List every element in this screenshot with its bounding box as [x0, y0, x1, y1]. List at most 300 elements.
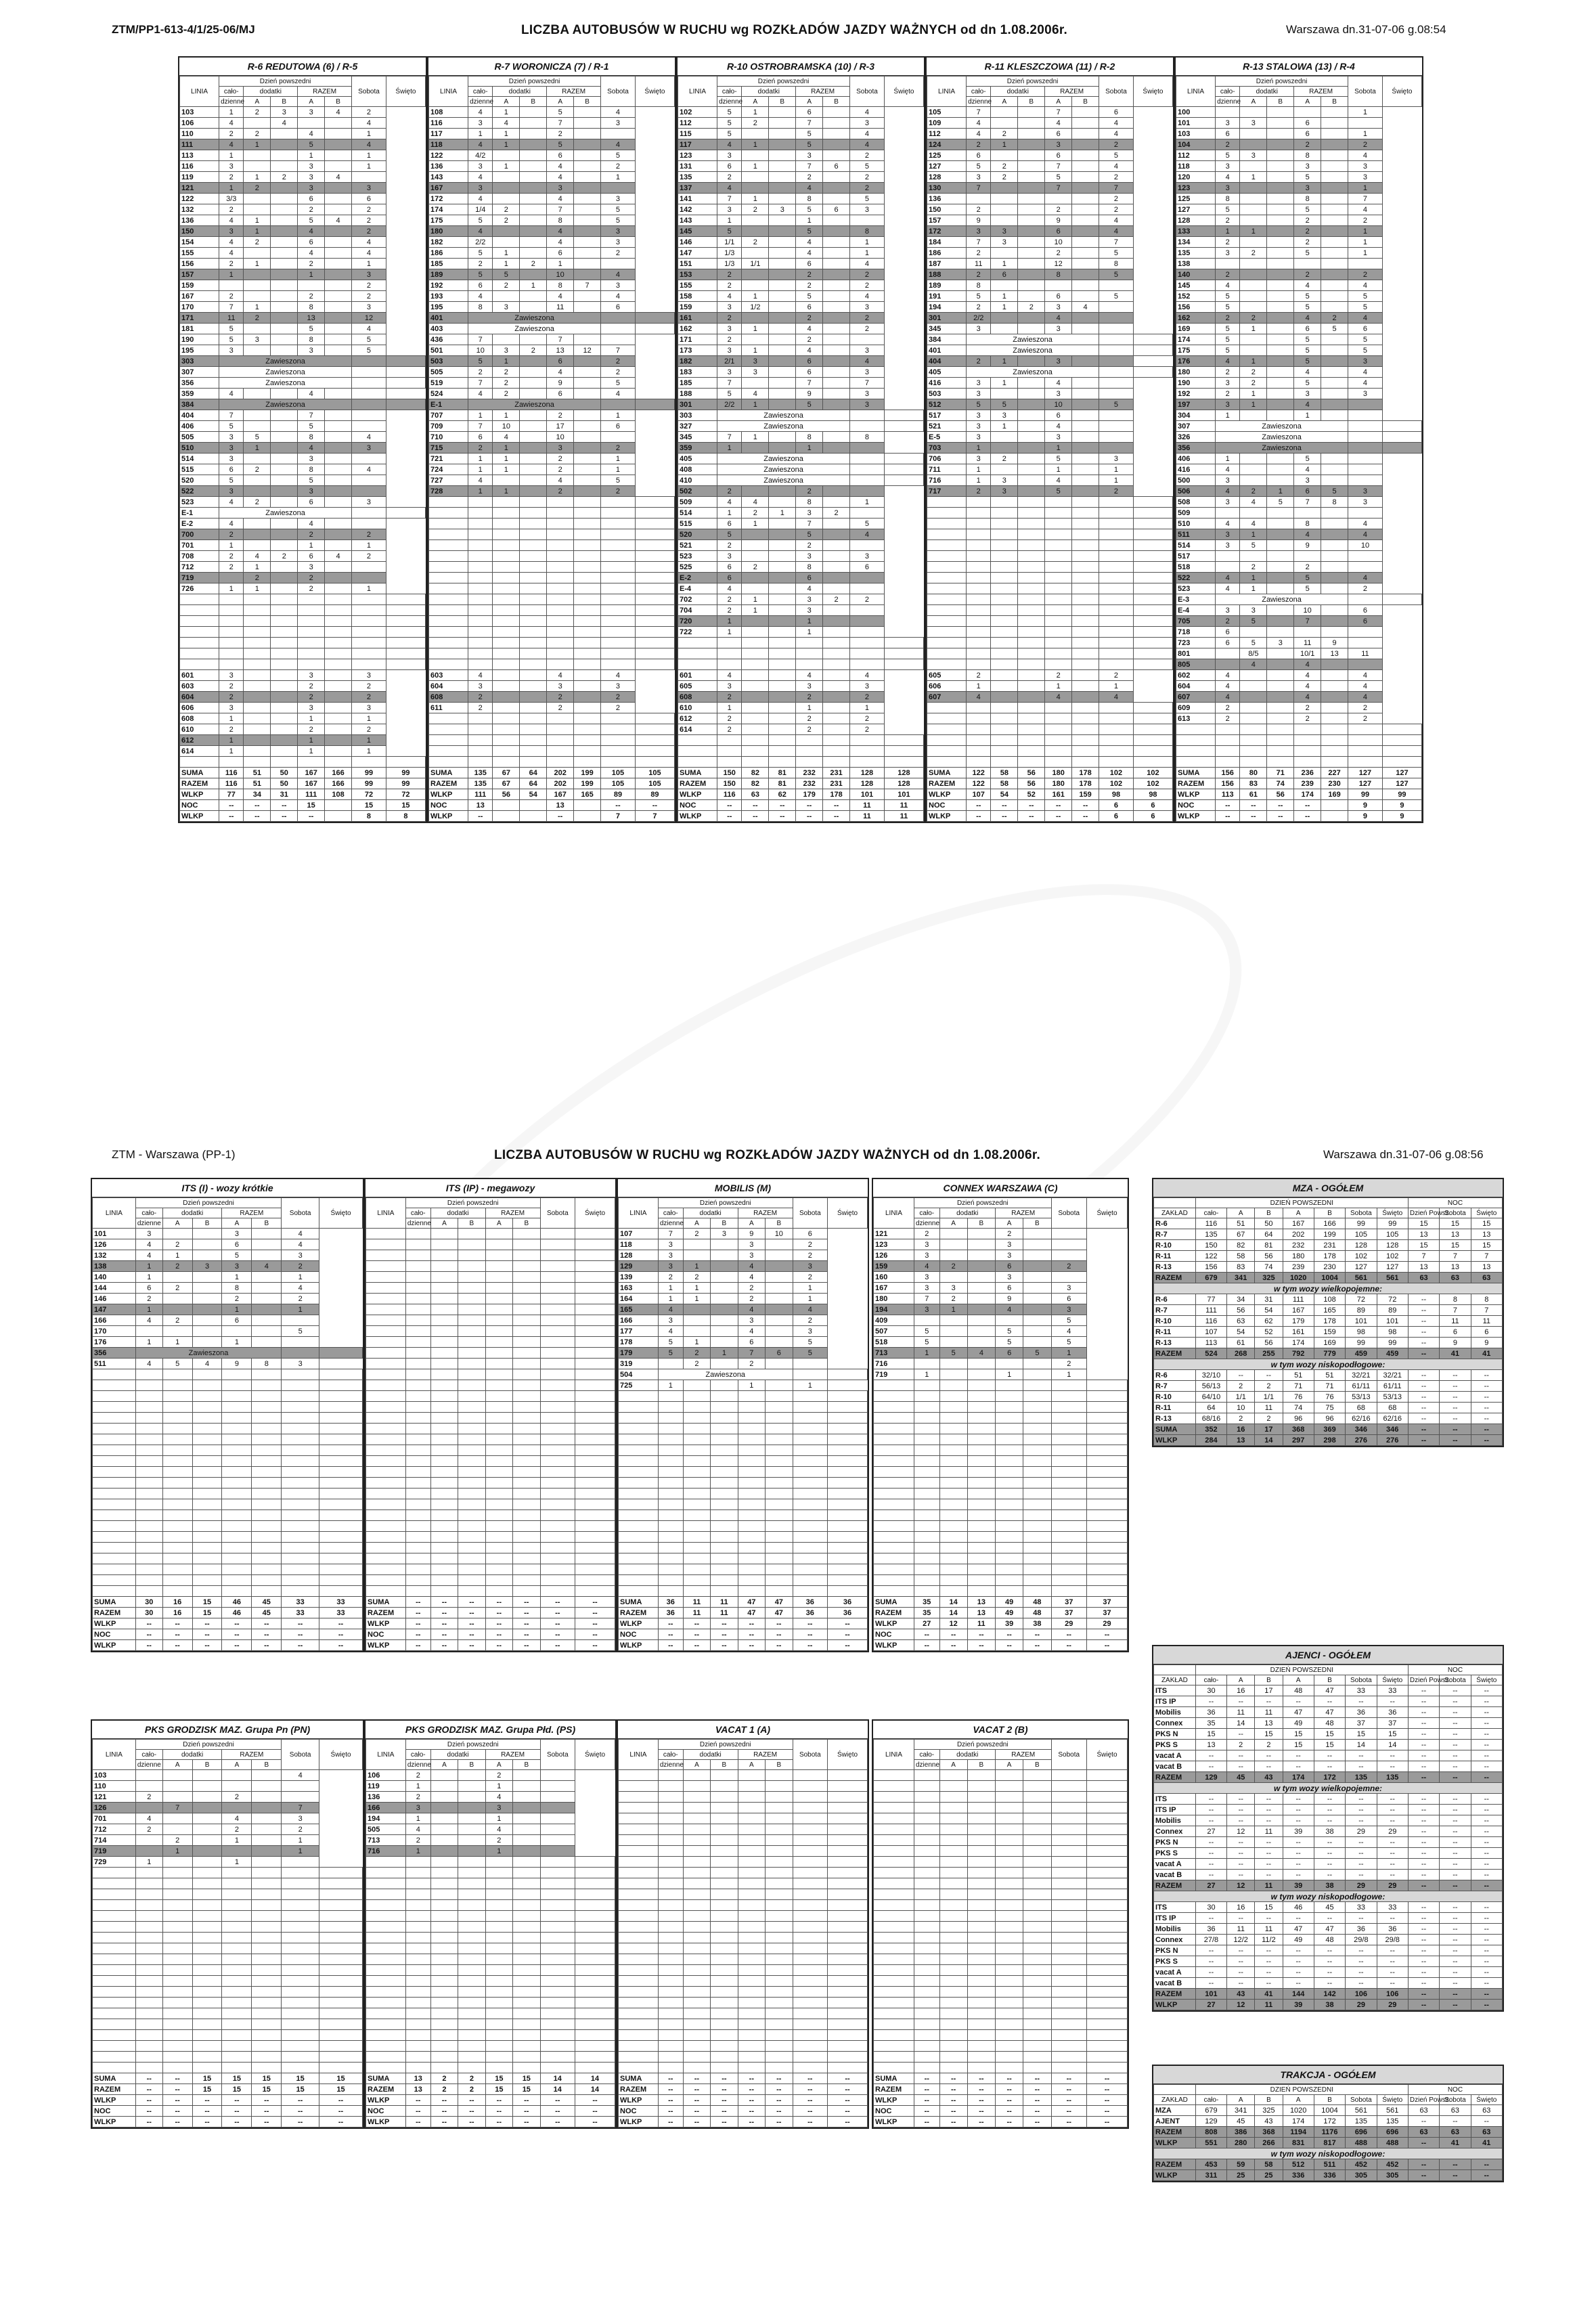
col-ab: A [485, 1218, 512, 1229]
cell [520, 746, 547, 757]
cell [513, 1803, 540, 1813]
cell [1267, 551, 1294, 562]
cell: 4 [352, 464, 386, 475]
cell [520, 724, 547, 735]
cell [513, 1272, 540, 1283]
cell [738, 1781, 765, 1792]
cell [575, 1976, 615, 1987]
table-row [429, 703, 675, 713]
cell: 1 [967, 681, 991, 692]
cell [222, 1391, 252, 1402]
empty-row [366, 1283, 615, 1294]
cell: 4 [796, 324, 823, 334]
table-row [678, 410, 924, 421]
cell: 1 [468, 410, 493, 421]
cell [252, 1445, 282, 1456]
cell [1045, 724, 1072, 735]
cell: 2 [1240, 378, 1267, 389]
cell [742, 280, 769, 291]
summary-value: -- [135, 2095, 162, 2106]
line-number: 119 [180, 172, 219, 183]
cell [520, 183, 547, 194]
cell [575, 1857, 615, 1868]
cell [540, 1434, 575, 1445]
cell [575, 1294, 615, 1304]
cell [135, 1445, 162, 1456]
empty-row [180, 638, 426, 648]
cell [271, 204, 298, 215]
cell [219, 659, 244, 670]
summary-value: 83 [1240, 778, 1267, 789]
cell: 5 [967, 291, 991, 302]
cell [939, 1380, 967, 1391]
cell: 2 [850, 150, 885, 161]
line-number: 406 [1176, 454, 1216, 464]
cell [828, 1824, 868, 1835]
cell [769, 291, 796, 302]
cell [1133, 735, 1172, 746]
cell [352, 475, 386, 486]
cell [1072, 324, 1099, 334]
cell [658, 1521, 683, 1532]
cell [493, 670, 520, 681]
cell: 2 [352, 681, 386, 692]
line-number: 356 [1176, 443, 1216, 454]
cell [619, 1586, 659, 1597]
cell: 3 [991, 475, 1018, 486]
cell [1087, 1413, 1128, 1424]
cell [1321, 475, 1348, 486]
cell [540, 1391, 575, 1402]
cell [1321, 659, 1348, 670]
cell [405, 1521, 430, 1532]
cell [192, 1315, 222, 1326]
summary-value: -- [458, 1640, 485, 1651]
cell [547, 573, 574, 583]
cell: 3 [793, 1261, 828, 1272]
cell [252, 1813, 282, 1824]
cell [352, 605, 386, 616]
cell [683, 1391, 710, 1402]
cell [319, 1586, 363, 1597]
cell [485, 1889, 512, 1900]
summary-value: -- [823, 800, 850, 811]
cell [430, 1391, 458, 1402]
col-linia: LINIA [619, 1740, 659, 1770]
cell: 12 [574, 345, 601, 356]
cell [222, 2030, 252, 2041]
cell [766, 1380, 793, 1391]
line-number: 700 [180, 529, 219, 540]
cell [766, 1933, 793, 1943]
cell [430, 1857, 458, 1868]
cell [325, 497, 352, 508]
cell [222, 1846, 252, 1857]
cell [430, 1467, 458, 1478]
cell: 1 [717, 508, 742, 519]
cell [1087, 1499, 1128, 1510]
cell [520, 605, 547, 616]
col-swieto: Święto [828, 1198, 868, 1229]
cell [520, 118, 547, 129]
table-row [180, 454, 426, 464]
cell [1072, 735, 1099, 746]
cell [405, 1413, 430, 1424]
cell [711, 1813, 738, 1824]
cell [991, 757, 1018, 768]
cell [828, 1878, 868, 1889]
cell: 4 [1216, 670, 1240, 681]
summary-value: -- [1294, 800, 1321, 811]
cell [366, 2052, 406, 2063]
col-ab: A [493, 97, 520, 107]
cell [244, 421, 271, 432]
cell: 2 [135, 1294, 162, 1304]
cell [967, 1294, 995, 1304]
cell [823, 486, 850, 497]
table-row [1176, 486, 1422, 497]
line-number: 104 [1176, 139, 1216, 150]
summary-label: WLKP [366, 2117, 406, 2127]
cell [914, 1380, 940, 1391]
table-row [180, 389, 426, 399]
cell [458, 1521, 485, 1532]
cell: 3 [1099, 454, 1134, 464]
cell [766, 1900, 793, 1911]
empty-row [93, 1976, 363, 1987]
cell: 5 [219, 421, 244, 432]
cell [1348, 746, 1383, 757]
cell [683, 1792, 710, 1803]
cell: 1/1 [717, 237, 742, 248]
cell [874, 1489, 914, 1499]
cell: 3 [219, 703, 244, 713]
line-number: 404 [927, 356, 967, 367]
cell [601, 616, 636, 627]
cell [192, 1943, 222, 1954]
cell [658, 1911, 683, 1922]
cell: 1 [219, 150, 244, 161]
cell [513, 1499, 540, 1510]
summary-value: 37 [1087, 1597, 1128, 1608]
empty-row [619, 1900, 868, 1911]
cell: 4 [1294, 464, 1321, 475]
cell [1045, 540, 1072, 551]
cell [366, 1543, 406, 1553]
cell [1018, 605, 1045, 616]
cell [386, 356, 425, 367]
cell [1099, 508, 1134, 519]
summary-value: 16 [162, 1608, 192, 1618]
cell [282, 1889, 319, 1900]
summary-value: -- [192, 2106, 222, 2117]
col-razem: RAZEM [996, 1208, 1052, 1218]
cell [828, 1521, 868, 1532]
cell [927, 540, 967, 551]
cell [717, 638, 742, 648]
cell: 6 [1348, 616, 1383, 627]
summary-row [366, 2084, 615, 2095]
cell [742, 226, 769, 237]
cell [540, 1348, 575, 1359]
header-row [927, 76, 1173, 87]
cell [967, 1250, 995, 1261]
cell [793, 1564, 828, 1575]
table-row [429, 454, 675, 464]
cell: 2 [717, 334, 742, 345]
summary-row [678, 789, 924, 800]
summary-value: 36 [658, 1608, 683, 1618]
table-row [678, 269, 924, 280]
cell [366, 1239, 406, 1250]
cell [1267, 334, 1294, 345]
summary-value: 127 [1382, 778, 1421, 789]
cell: 3 [717, 367, 742, 378]
cell [520, 367, 547, 378]
summary-row [927, 789, 1173, 800]
cell: 4 [352, 324, 386, 334]
cell [1051, 1229, 1087, 1239]
cell [793, 1878, 828, 1889]
cell: 3 [219, 432, 244, 443]
cell [93, 1889, 136, 1900]
cell [884, 454, 923, 464]
summary-value: 11 [683, 1608, 710, 1618]
cell [1045, 497, 1072, 508]
cell: 5 [717, 118, 742, 129]
cell [192, 1391, 222, 1402]
cell: 4 [547, 161, 574, 172]
suspended-label: Zawieszona [967, 367, 1099, 378]
cell [405, 1575, 430, 1586]
cell [793, 1575, 828, 1586]
line-number: 156 [180, 259, 219, 269]
cell: 3 [1051, 1304, 1087, 1315]
summary-value: -- [430, 2095, 458, 2106]
line-number: 188 [678, 389, 717, 399]
cell [658, 1424, 683, 1434]
summary-value: 14 [939, 1597, 967, 1608]
cell [513, 1781, 540, 1792]
cell: 4 [967, 1348, 995, 1359]
cell [574, 378, 601, 389]
cell: 3 [796, 681, 823, 692]
cell: 3 [352, 670, 386, 681]
cell [222, 1954, 252, 1965]
cell [1051, 1272, 1087, 1283]
summary-value: -- [1051, 1640, 1087, 1651]
cell [850, 508, 885, 519]
empty-row [366, 1564, 615, 1575]
cell [967, 562, 991, 573]
cell [769, 345, 796, 356]
line-number: 520 [678, 529, 717, 540]
cell [1072, 464, 1099, 475]
empty-row [366, 1402, 615, 1413]
empty-row [874, 1564, 1128, 1575]
cell [1133, 519, 1172, 529]
cell: 3 [717, 302, 742, 313]
cell: 9 [967, 215, 991, 226]
cell: 4 [1099, 129, 1134, 139]
cell: 7 [547, 118, 574, 129]
cell [1087, 1521, 1128, 1532]
cell [458, 1911, 485, 1922]
cell [828, 1835, 868, 1846]
empty-row [619, 1835, 868, 1846]
cell [366, 1998, 406, 2008]
cell [619, 1943, 659, 1954]
cell [325, 540, 352, 551]
empty-row [429, 724, 675, 735]
cell [793, 1467, 828, 1478]
summary-value: 15 [192, 1597, 222, 1608]
cell [996, 1543, 1023, 1553]
col-dzien-powszedni: Dzień powszedni [135, 1740, 281, 1750]
line-number: E-5 [927, 432, 967, 443]
line-number: 723 [1176, 638, 1216, 648]
col-dzienne: dzienne [658, 1218, 683, 1229]
cell [458, 1532, 485, 1543]
line-number: E-1 [180, 508, 219, 519]
cell [1267, 226, 1294, 237]
col-razem: RAZEM [485, 1750, 540, 1760]
cell [619, 1424, 659, 1434]
cell [468, 529, 493, 540]
cell: 4 [793, 1304, 828, 1315]
suspended-label: Zawieszona [717, 475, 850, 486]
cell [1072, 529, 1099, 540]
cell: 8 [850, 226, 885, 237]
cell: 8 [252, 1359, 282, 1369]
cell [991, 443, 1018, 454]
line-number: 517 [1176, 551, 1216, 562]
cell: 5 [282, 1326, 319, 1337]
col-ab: B [520, 97, 547, 107]
line-number: 601 [180, 670, 219, 681]
cell [1321, 118, 1348, 129]
cell [458, 1922, 485, 1933]
summary-label: WLKP [366, 1618, 406, 1629]
empty-row [678, 746, 924, 757]
summary-value: 101 [850, 789, 885, 800]
cell [513, 2019, 540, 2030]
summary-value: -- [683, 1629, 710, 1640]
cell: 1 [683, 1294, 710, 1304]
cell [162, 1456, 192, 1467]
cell [1051, 1564, 1087, 1575]
table-row [1176, 204, 1422, 215]
cell [1133, 703, 1172, 713]
cell [1087, 1391, 1128, 1402]
cell [271, 638, 298, 648]
summary-value: 34 [244, 789, 271, 800]
table-row [678, 605, 924, 616]
empty-row [93, 1402, 363, 1413]
cell [325, 183, 352, 194]
cell: 1 [244, 139, 271, 150]
cell [738, 1391, 765, 1402]
cell [271, 421, 298, 432]
line-number: 145 [678, 226, 717, 237]
cell: 1 [493, 129, 520, 139]
cell [271, 269, 298, 280]
cell [738, 1813, 765, 1824]
summary-value: -- [711, 1618, 738, 1629]
cell: 4 [298, 443, 325, 454]
table-row [180, 259, 426, 269]
cell [485, 1499, 512, 1510]
cell [458, 1402, 485, 1413]
cell: 2 [162, 1261, 192, 1272]
empty-row [619, 1553, 868, 1564]
cell [1045, 746, 1072, 757]
cell [742, 659, 769, 670]
line-number: 801 [1176, 648, 1216, 659]
summary-value: 9 [1348, 800, 1383, 811]
cell [429, 648, 468, 659]
cell: 1 [162, 1337, 192, 1348]
cell: 1 [298, 735, 325, 746]
line-number: 503 [927, 389, 967, 399]
cell: 4 [547, 367, 574, 378]
cell: 2 [219, 172, 244, 183]
empty-row [619, 1532, 868, 1543]
line-number: 610 [678, 703, 717, 713]
cell [991, 389, 1018, 399]
col-dzienne: dzienne [405, 1218, 430, 1229]
cell [282, 1998, 319, 2008]
cell [1018, 583, 1045, 594]
col-ab: A [222, 1218, 252, 1229]
cell [192, 1976, 222, 1987]
cell [738, 1911, 765, 1922]
cell [162, 1543, 192, 1553]
cell [325, 313, 352, 324]
line-number: 108 [429, 107, 468, 118]
cell [429, 594, 468, 605]
cell [513, 1857, 540, 1868]
cell [485, 1304, 512, 1315]
cell: 7 [850, 378, 885, 389]
cell [769, 692, 796, 703]
cell [540, 1456, 575, 1467]
line-number: 139 [619, 1272, 659, 1283]
table-row [678, 280, 924, 291]
cell [1382, 421, 1421, 432]
col-swieto: Święto [575, 1198, 615, 1229]
cell: 3 [1216, 248, 1240, 259]
cell: 2 [352, 692, 386, 703]
cell [769, 259, 796, 269]
cell: 2 [1240, 313, 1267, 324]
empty-row [366, 1272, 615, 1283]
empty-row [927, 562, 1173, 573]
cell [405, 1380, 430, 1391]
cell: 5 [1348, 334, 1383, 345]
summary-label: WLKP [93, 1618, 136, 1629]
cell [1051, 1434, 1087, 1445]
cell [429, 616, 468, 627]
cell: 2 [1321, 313, 1348, 324]
cell [540, 1283, 575, 1294]
cell: 2 [793, 1250, 828, 1261]
cell [325, 616, 352, 627]
line-number: 174 [1176, 334, 1216, 345]
line-number: 304 [1176, 410, 1216, 421]
cell [493, 172, 520, 183]
cell [574, 389, 601, 399]
